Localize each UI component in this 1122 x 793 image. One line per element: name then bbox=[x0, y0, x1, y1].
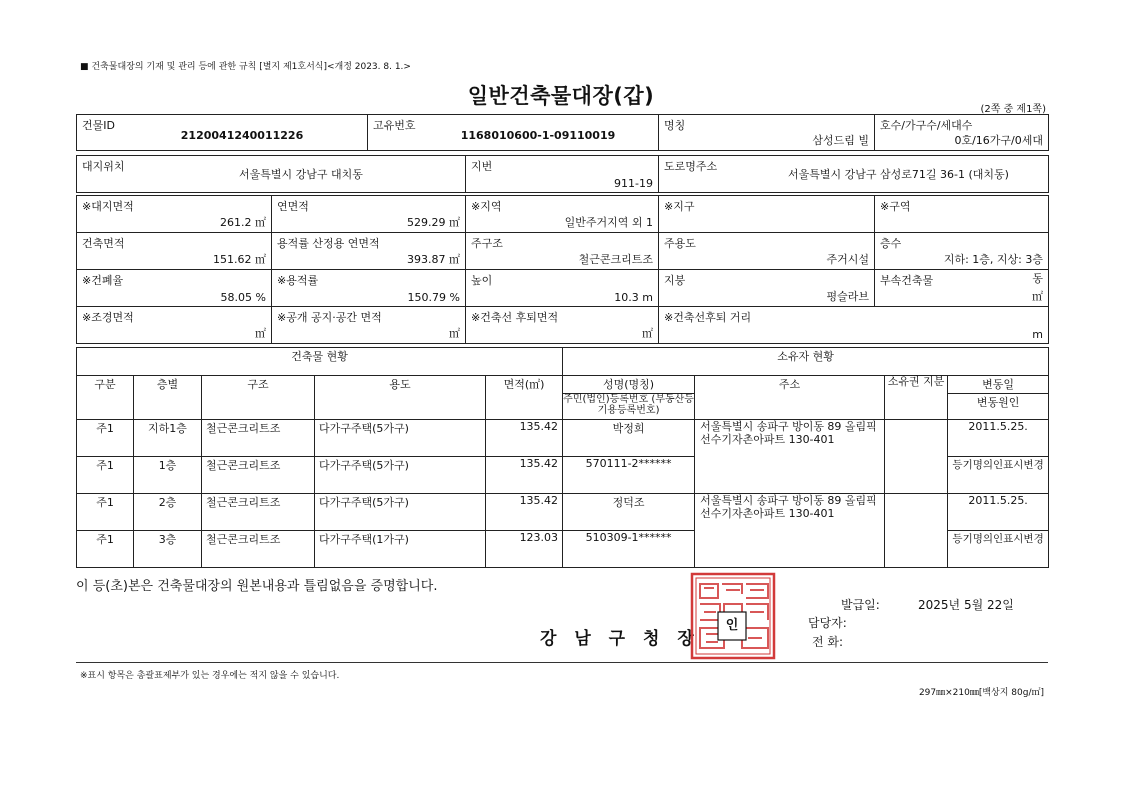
units-cell bbox=[875, 115, 1049, 151]
zone-label: ※지역 bbox=[471, 200, 502, 213]
structure-value: 철근콘크리트조 bbox=[578, 253, 653, 266]
row-division: 주1 bbox=[77, 457, 134, 494]
col-address: 주소 bbox=[695, 376, 885, 420]
row-division: 주1 bbox=[77, 494, 134, 531]
district-label: ※지구 bbox=[664, 200, 695, 213]
site-location-value: 서울특별시 강남구 대치동 bbox=[239, 168, 363, 181]
row-floor: 1층 bbox=[134, 457, 202, 494]
row-structure: 철근콘크리트조 bbox=[202, 457, 315, 494]
owner-share bbox=[885, 494, 948, 568]
floors-label: 층수 bbox=[880, 237, 902, 250]
certification-text: 이 등(초)본은 건축물대장의 원본내용과 틀림없음을 증명합니다. bbox=[76, 579, 438, 594]
footer-divider bbox=[76, 662, 1048, 663]
staff-label: 담당자: bbox=[808, 616, 847, 630]
structure-label: 주구조 bbox=[471, 237, 503, 250]
building-id-cell bbox=[77, 115, 368, 151]
far-label: ※용적률 bbox=[277, 274, 319, 287]
bcr-value: 58.05 % bbox=[220, 291, 266, 304]
status-table bbox=[76, 347, 1049, 568]
land-area-cell bbox=[77, 196, 272, 233]
height-cell bbox=[466, 270, 659, 307]
change-date: 2011.5.25. bbox=[948, 494, 1049, 531]
building-area-label: 건축면적 bbox=[82, 237, 125, 250]
total-area-value: 529.29 ㎡ bbox=[407, 216, 460, 229]
setback-distance-value: m bbox=[1032, 328, 1043, 341]
building-id-label: 건물ID bbox=[82, 119, 115, 132]
road-address-value: 서울특별시 강남구 삼성로71길 36-1 (대치동) bbox=[788, 168, 1009, 181]
height-value: 10.3 m bbox=[614, 291, 653, 304]
landscape-label: ※조경면적 bbox=[82, 311, 134, 324]
building-name-label: 명칭 bbox=[664, 119, 686, 132]
owner-name: 박정희 bbox=[563, 420, 695, 457]
row-division: 주1 bbox=[77, 420, 134, 457]
annex-count-unit: 동 bbox=[1032, 272, 1043, 285]
header-info-table bbox=[76, 114, 1049, 151]
unique-no-label: 고유번호 bbox=[373, 119, 416, 132]
row-area: 135.42 bbox=[486, 494, 563, 531]
change-reason: 등기명의인표시변경 bbox=[948, 531, 1049, 568]
building-name-cell bbox=[659, 115, 875, 151]
district-cell bbox=[659, 196, 875, 233]
zone-value: 일반주거지역 외 1 bbox=[564, 216, 653, 229]
area-label: ※구역 bbox=[880, 200, 911, 213]
col-floor: 층별 bbox=[134, 376, 202, 420]
building-name-value: 삼성드림 빌 bbox=[812, 134, 869, 147]
site-location-label: 대지위치 bbox=[82, 160, 125, 173]
col-use: 용도 bbox=[315, 376, 486, 420]
area-cell bbox=[875, 196, 1049, 233]
row-floor: 2층 bbox=[134, 494, 202, 531]
col-share: 소유권 지분 bbox=[885, 376, 948, 420]
paper-spec: 297㎜×210㎜[백상지 80g/㎡] bbox=[918, 688, 1044, 698]
setback-distance-cell bbox=[659, 307, 1049, 344]
table-row bbox=[77, 494, 1049, 531]
open-space-cell bbox=[272, 307, 466, 344]
owner-name: 정덕조 bbox=[563, 494, 695, 531]
page-number: (2쪽 중 제1쪽) bbox=[980, 104, 1046, 115]
roof-label: 지붕 bbox=[664, 274, 686, 287]
setback-area-label: ※건축선 후퇴면적 bbox=[471, 311, 559, 324]
row-use: 다가구주택(5가구) bbox=[315, 494, 486, 531]
row-use: 다가구주택(5가구) bbox=[315, 420, 486, 457]
building-id-value: 2120041240011226 bbox=[180, 129, 304, 142]
bcr-cell bbox=[77, 270, 272, 307]
owner-status-header: 소유자 현황 bbox=[563, 348, 1049, 376]
col-division: 구분 bbox=[77, 376, 134, 420]
row-floor: 3층 bbox=[134, 531, 202, 568]
landscape-cell bbox=[77, 307, 272, 344]
row-division: 주1 bbox=[77, 531, 134, 568]
land-area-label: ※대지면적 bbox=[82, 200, 134, 213]
lot-number-label: 지번 bbox=[471, 160, 493, 173]
issuing-office: 강 남 구 청 장 bbox=[540, 629, 700, 649]
lot-number-cell bbox=[466, 156, 659, 193]
floors-value: 지하: 1층, 지상: 3층 bbox=[943, 253, 1043, 266]
open-space-label: ※공개 공지·공간 면적 bbox=[277, 311, 382, 324]
row-area: 123.03 bbox=[486, 531, 563, 568]
roof-cell bbox=[659, 270, 875, 307]
units-value: 0호/16가구/0세대 bbox=[954, 134, 1043, 147]
annex-cell bbox=[875, 270, 1049, 307]
col-change-date: 변동일 bbox=[948, 376, 1049, 394]
col-owner-reg: 주민(법인)등록번호 (부동산등기용등록번호) bbox=[563, 394, 695, 420]
row-use: 다가구주택(5가구) bbox=[315, 457, 486, 494]
open-space-value: ㎡ bbox=[449, 327, 460, 340]
col-area: 면적(㎡) bbox=[486, 376, 563, 420]
total-area-cell bbox=[272, 196, 466, 233]
page-title: 일반건축물대장(갑) bbox=[467, 84, 655, 108]
structure-cell bbox=[466, 233, 659, 270]
col-change-reason: 변동원인 bbox=[948, 394, 1049, 420]
landscape-value: ㎡ bbox=[255, 327, 266, 340]
road-address-label: 도로명주소 bbox=[664, 160, 718, 173]
setback-area-cell bbox=[466, 307, 659, 344]
row-structure: 철근콘크리트조 bbox=[202, 531, 315, 568]
owner-share bbox=[885, 420, 948, 494]
phone-label: 전 화: bbox=[812, 635, 844, 649]
annex-label: 부속건축물 bbox=[880, 274, 934, 287]
owner-reg-no: 510309-1****** bbox=[563, 531, 695, 568]
building-status-header: 건축물 현황 bbox=[77, 348, 563, 376]
units-label: 호수/가구수/세대수 bbox=[880, 119, 973, 132]
table-row bbox=[77, 420, 1049, 457]
owner-address: 서울특별시 송파구 방이동 89 올림픽선수기자촌아파트 130-401 bbox=[695, 420, 885, 494]
building-area-cell bbox=[77, 233, 272, 270]
building-spec-table bbox=[76, 195, 1049, 344]
unique-no-value: 1168010600-1-09110019 bbox=[460, 129, 616, 142]
setback-distance-label: ※건축선후퇴 거리 bbox=[664, 311, 752, 324]
floors-cell bbox=[875, 233, 1049, 270]
main-use-value: 주거시설 bbox=[826, 253, 869, 266]
land-area-value: 261.2 ㎡ bbox=[220, 216, 266, 229]
far-area-cell bbox=[272, 233, 466, 270]
zone-cell bbox=[466, 196, 659, 233]
row-structure: 철근콘크리트조 bbox=[202, 420, 315, 457]
height-label: 높이 bbox=[471, 274, 493, 287]
row-structure: 철근콘크리트조 bbox=[202, 494, 315, 531]
site-location-cell bbox=[77, 156, 466, 193]
col-structure: 구조 bbox=[202, 376, 315, 420]
roof-value: 평슬라브 bbox=[826, 290, 869, 303]
bcr-label: ※건폐율 bbox=[82, 274, 124, 287]
annex-area-unit: ㎡ bbox=[1032, 290, 1043, 303]
seal-mark: 인 bbox=[725, 618, 739, 633]
row-use: 다가구주택(1가구) bbox=[315, 531, 486, 568]
issue-date-label: 발급일: bbox=[841, 598, 880, 612]
form-reference: ■ 건축물대장의 기재 및 관리 등에 관한 규칙 [별지 제1호서식]<개정 2023. 8. 1.> bbox=[80, 62, 411, 72]
owner-address: 서울특별시 송파구 방이동 89 올림픽선수기자촌아파트 130-401 bbox=[695, 494, 885, 568]
change-reason: 등기명의인표시변경 bbox=[948, 457, 1049, 494]
footnote: ※표시 항목은 총괄표제부가 있는 경우에는 적지 않을 수 있습니다. bbox=[80, 671, 340, 681]
official-seal bbox=[690, 572, 776, 660]
main-use-label: 주용도 bbox=[664, 237, 696, 250]
unique-no-cell bbox=[368, 115, 659, 151]
far-cell bbox=[272, 270, 466, 307]
row-area: 135.42 bbox=[486, 420, 563, 457]
setback-area-value: ㎡ bbox=[642, 327, 653, 340]
road-address-cell bbox=[659, 156, 1049, 193]
owner-reg-no: 570111-2****** bbox=[563, 457, 695, 494]
total-area-label: 연면적 bbox=[277, 200, 309, 213]
row-floor: 지하1층 bbox=[134, 420, 202, 457]
location-table bbox=[76, 155, 1049, 193]
col-owner-name: 성명(명칭) bbox=[563, 376, 695, 394]
far-area-label: 용적률 산정용 연면적 bbox=[277, 237, 380, 250]
change-date: 2011.5.25. bbox=[948, 420, 1049, 457]
issue-date-value: 2025년 5월 22일 bbox=[918, 598, 1014, 612]
lot-number-value: 911-19 bbox=[614, 177, 653, 190]
far-value: 150.79 % bbox=[407, 291, 460, 304]
main-use-cell bbox=[659, 233, 875, 270]
row-area: 135.42 bbox=[486, 457, 563, 494]
building-area-value: 151.62 ㎡ bbox=[213, 253, 266, 266]
far-area-value: 393.87 ㎡ bbox=[407, 253, 460, 266]
